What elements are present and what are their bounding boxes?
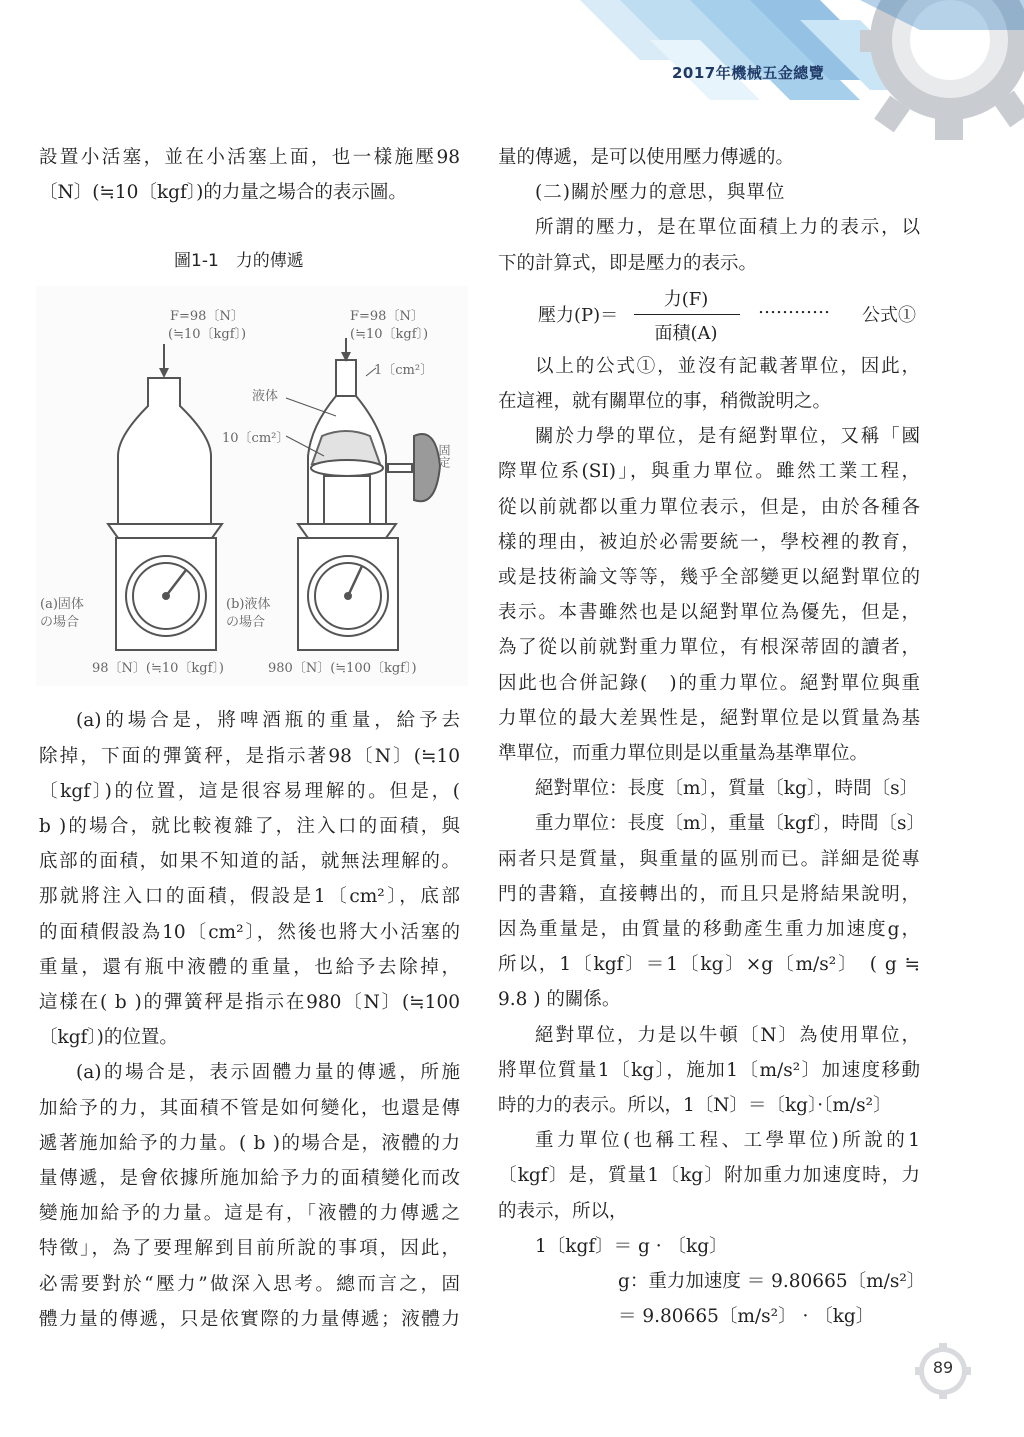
text-line: 的面積假設為10〔cm²〕，然後也將大小活塞的	[39, 921, 460, 943]
text-line: 重量，還有瓶中液體的重量，也給予去除掉，	[39, 956, 460, 978]
label-right-force-kgf: (≒10〔kgf〕)	[350, 327, 429, 342]
text-line: 那就將注入口的面積，假設是1〔cm²〕，底部	[39, 886, 460, 908]
text-line: (a)的場合是，表示固體力量的傳遞，所施	[76, 1062, 460, 1084]
label-liquid: 液体	[252, 389, 279, 404]
text-line: 變施加給予的力量。這是有，「液體的力傳遞之	[39, 1203, 460, 1225]
label-small-area: 1〔cm²〕	[374, 363, 434, 378]
label-case-b: (b)液体	[226, 597, 271, 612]
page-number: 89	[932, 1358, 954, 1377]
text-line: 〔N〕(≒10〔kgf〕)的力量之場合的表示圖。	[39, 182, 407, 204]
large-piston	[311, 460, 383, 476]
label-left-force: F=98〔N〕	[170, 309, 244, 324]
text-line: 兩者只是質量，與重量的區別而已。詳細是從專	[498, 848, 920, 870]
text-line: 將單位質量1〔kg〕，施加1〔m/s²〕加速度移動	[498, 1059, 920, 1081]
text-line: b )的場合，就比較複雜了，注入口的面積，與	[39, 816, 460, 838]
gravitational-units: 重力單位：長度〔m〕，重量〔kgf〕，時間〔s〕	[535, 813, 925, 835]
text-line: 為了從以前就對重力單位，有根深蒂固的讀者，	[498, 637, 920, 659]
text-line: 表示。本書雖然也是以絕對單位為優先，但是，	[498, 602, 920, 624]
header-decoration	[0, 0, 1024, 140]
text-line: 準單位，而重力單位則是以重量為基準單位。	[498, 743, 869, 765]
page-number-badge	[914, 1342, 972, 1400]
small-piston	[336, 360, 356, 396]
label-right-force: F=98〔N〕	[350, 309, 424, 324]
paragraph-2	[39, 1055, 460, 1337]
formula-numerator: 力(F)	[663, 289, 709, 310]
formula-fraction-bar	[634, 314, 740, 315]
text-line: 〔kgf〕)的位置。	[39, 1027, 178, 1049]
label-reading-b: 980〔N〕(≒100〔kgf〕)	[268, 661, 417, 676]
text-line: 除掉，下面的彈簧秤，是指示著98〔N〕(≒10	[39, 745, 460, 767]
text-line: (a)的場合是，將啤酒瓶的重量，給予去	[76, 710, 460, 732]
text-line: 〔kgf〕是，質量1〔kg〕附加重力加速度時，力	[498, 1165, 920, 1187]
label-case-a-2: の場合	[40, 615, 80, 630]
text-line: 體力量的傳遞，只是依實際的力量傳遞；液體力	[39, 1308, 460, 1330]
label-reading-a: 98〔N〕(≒10〔kgf〕)	[92, 661, 225, 676]
text-line: 所謂的壓力，是在單位面積上力的表示，以	[535, 217, 920, 239]
text-line: 9.8 ) 的關係。	[498, 989, 621, 1011]
label-fixed: 固定	[437, 444, 451, 468]
text-line: 際單位系(SI)」，與重力單位。雖然工業工程，	[498, 461, 920, 483]
text-line: 這樣在( b )的彈簧秤是指示在980〔N〕(≒100	[39, 992, 460, 1014]
label-case-a: (a)固体	[40, 597, 84, 612]
text-line: 力單位的最大差異性是，絕對單位是以質量為基	[498, 707, 920, 729]
formula-label: 公式①	[862, 305, 916, 326]
text-line: 因此也合併記錄( )的重力單位。絕對單位與重	[498, 672, 920, 694]
text-line: 特徵」，為了要理解到目前所說的事項，因此，	[39, 1238, 460, 1260]
label-case-b-2: の場合	[226, 615, 266, 630]
formula-lhs: 壓力(P)＝	[538, 305, 619, 326]
text-line: 必需要對於“壓力”做深入思考。總而言之，固	[39, 1273, 460, 1295]
text-line: 因為重量是，由質量的移動產生重力加速度g，	[498, 919, 920, 941]
equation-gravity: g：重力加速度 ＝ 9.80665〔m/s²〕	[618, 1271, 926, 1293]
text-line: 所以，1〔kgf〕＝1〔kg〕×g〔m/s²〕 ( g ≒	[498, 954, 920, 976]
absolute-units: 絕對單位：長度〔m〕，質量〔kg〕，時間〔s〕	[535, 778, 919, 800]
text-line: 在這裡，就有關單位的事，稍微說明之。	[498, 391, 832, 413]
text-line: 以上的公式①，並沒有記載著單位，因此，	[535, 355, 920, 377]
text-line: 時的力的表示。所以，1〔N〕＝〔kg〕·〔m/s²〕	[498, 1095, 892, 1117]
text-line: 量傳遞，是會依據所施加給予力的面積變化而改	[39, 1168, 460, 1190]
text-line: 重力單位(也稱工程、工學單位)所說的1	[535, 1130, 920, 1152]
text-line: 樣的理由，被迫於必需要統一，學校裡的教育，	[498, 531, 920, 553]
pressure-formula	[498, 285, 920, 347]
text-line: 遞著施加給予的力量。( b )的場合是，液體的力	[39, 1132, 460, 1154]
equation-gravity-2: ＝ 9.80665〔m/s²〕 · 〔kg〕	[618, 1306, 875, 1328]
header-title: 2017年機械五金總覽	[672, 64, 825, 82]
label-large-area: 10〔cm²〕	[222, 431, 290, 446]
figure-caption: 圖1-1 力的傳遞	[174, 251, 304, 271]
text-line: 設置小活塞，並在小活塞上面，也一樣施壓98	[39, 147, 460, 168]
text-line: 門的書籍，直接轉出的，而且只是將結果說明，	[498, 883, 920, 905]
text-line: 〔kgf〕)的位置，這是很容易理解的。但是，(	[39, 780, 460, 802]
formula-dots: …………	[758, 297, 830, 318]
formula-denominator: 面積(A)	[654, 323, 718, 344]
text-line: 量的傳遞，是可以使用壓力傳遞的。	[498, 147, 795, 168]
text-line: 底部的面積，如果不知道的話，就無法理解的。	[39, 851, 460, 873]
text-line: 下的計算式，即是壓力的表示。	[498, 252, 758, 274]
text-line: 加給予的力，其面積不管是如何變化，也還是傳	[39, 1097, 460, 1119]
paragraph-1	[39, 703, 460, 1055]
section-heading: (二)關於壓力的意思，與單位	[535, 182, 786, 204]
text-line: 或是技術論文等等，幾乎全部變更以絕對單位的	[498, 567, 920, 589]
equation-kgf: 1〔kgf〕＝ g · 〔kg〕	[535, 1235, 728, 1257]
text-line: 的表示，所以，	[498, 1200, 628, 1222]
text-line: 絕對單位，力是以牛頓〔N〕為使用單位，	[535, 1024, 920, 1046]
force-transmission-figure	[36, 286, 468, 686]
text-line: 從以前就都以重力單位表示，但是，由於各種各	[498, 496, 920, 518]
label-left-force-kgf: (≒10〔kgf〕)	[168, 327, 247, 342]
text-line: 關於力學的單位，是有絕對單位，又稱「國	[535, 426, 920, 448]
